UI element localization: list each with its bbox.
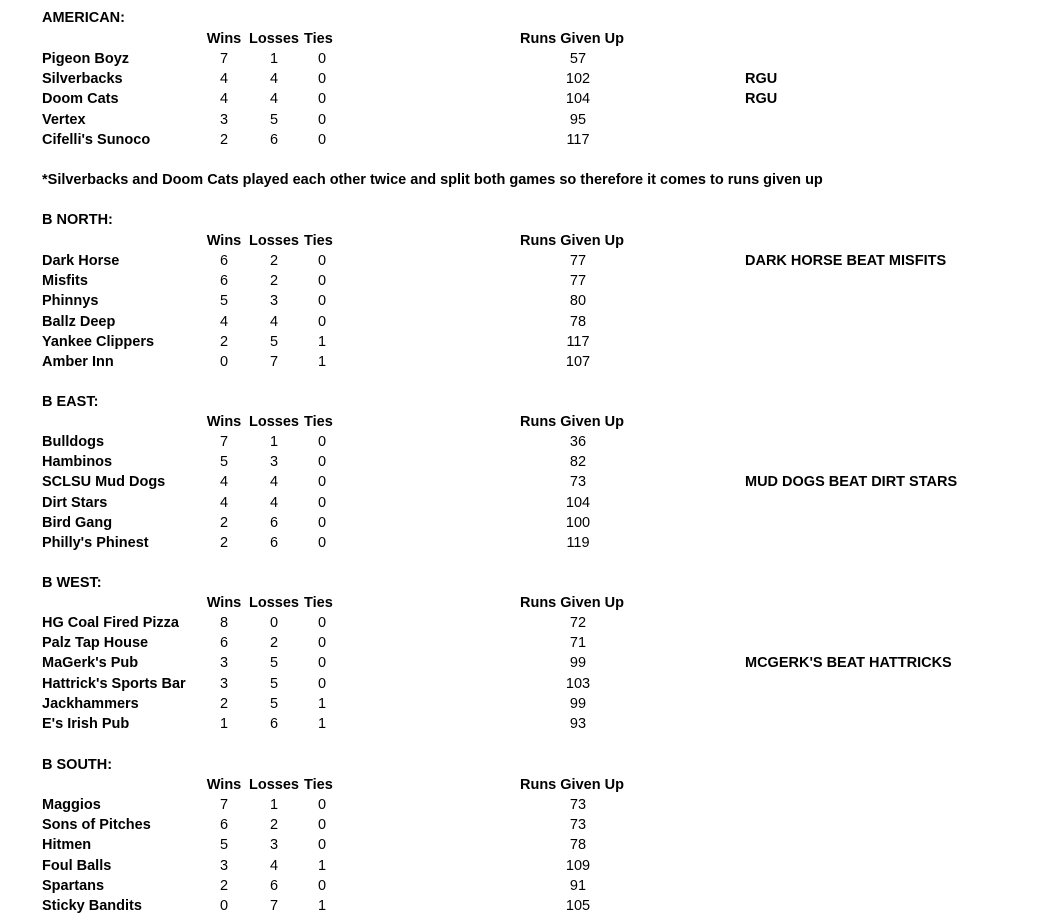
team-runs-given-up: 109 [565, 858, 591, 874]
team-wins: 1 [219, 716, 229, 732]
team-losses: 5 [269, 676, 279, 692]
team-losses: 5 [269, 696, 279, 712]
team-runs-given-up: 93 [569, 716, 587, 732]
team-runs-given-up: 80 [569, 293, 587, 309]
team-name: Dirt Stars [42, 495, 108, 511]
team-runs-given-up: 99 [569, 696, 587, 712]
team-ties: 0 [317, 112, 327, 128]
team-losses: 2 [269, 817, 279, 833]
team-ties: 0 [317, 314, 327, 330]
team-losses: 2 [269, 253, 279, 269]
team-losses: 5 [269, 334, 279, 350]
team-losses: 0 [269, 615, 279, 631]
team-runs-given-up: 73 [569, 797, 587, 813]
division-title: B WEST: [42, 575, 102, 591]
column-header-ties: Ties [304, 233, 333, 249]
team-ties: 0 [317, 293, 327, 309]
team-ties: 0 [317, 635, 327, 651]
column-header-runs-given-up: Runs Given Up [520, 31, 624, 47]
column-header-wins: Wins [206, 595, 242, 611]
team-runs-given-up: 104 [565, 495, 591, 511]
team-runs-given-up: 72 [569, 615, 587, 631]
team-runs-given-up: 57 [569, 51, 587, 67]
team-name: Amber Inn [42, 354, 114, 370]
team-name: E's Irish Pub [42, 716, 130, 732]
team-ties: 0 [317, 535, 327, 551]
column-header-runs-given-up: Runs Given Up [520, 233, 624, 249]
team-name: Foul Balls [42, 858, 112, 874]
team-wins: 4 [219, 495, 229, 511]
team-runs-given-up: 95 [569, 112, 587, 128]
team-name: Doom Cats [42, 91, 119, 107]
team-losses: 3 [269, 454, 279, 470]
team-wins: 4 [219, 314, 229, 330]
team-ties: 1 [317, 334, 327, 350]
division-title: B SOUTH: [42, 757, 113, 773]
team-losses: 6 [269, 515, 279, 531]
team-wins: 0 [219, 898, 229, 914]
footnote-text: *Silverbacks and Doom Cats played each other twice and split both games so therefore it comes to runs given up [42, 172, 823, 188]
team-wins: 6 [219, 635, 229, 651]
team-ties: 1 [317, 858, 327, 874]
tiebreak-note: RGU [745, 71, 778, 87]
team-ties: 0 [317, 454, 327, 470]
team-wins: 4 [219, 474, 229, 490]
tiebreak-note: DARK HORSE BEAT MISFITS [745, 253, 947, 269]
team-name: Silverbacks [42, 71, 123, 87]
team-name: Hitmen [42, 837, 92, 853]
team-ties: 0 [317, 495, 327, 511]
team-wins: 2 [219, 334, 229, 350]
team-runs-given-up: 71 [569, 635, 587, 651]
team-wins: 3 [219, 858, 229, 874]
team-name: Ballz Deep [42, 314, 116, 330]
team-ties: 0 [317, 655, 327, 671]
team-wins: 5 [219, 293, 229, 309]
team-runs-given-up: 36 [569, 434, 587, 450]
team-ties: 1 [317, 354, 327, 370]
team-runs-given-up: 119 [566, 535, 590, 551]
team-losses: 3 [269, 837, 279, 853]
team-ties: 0 [317, 817, 327, 833]
team-runs-given-up: 117 [566, 334, 590, 350]
team-wins: 3 [219, 676, 229, 692]
team-runs-given-up: 73 [569, 474, 587, 490]
team-name: Jackhammers [42, 696, 139, 712]
team-wins: 6 [219, 273, 229, 289]
team-ties: 0 [317, 71, 327, 87]
team-losses: 4 [269, 314, 279, 330]
team-losses: 7 [269, 354, 279, 370]
team-losses: 6 [269, 878, 279, 894]
division-title: B NORTH: [42, 212, 113, 228]
team-wins: 7 [219, 51, 229, 67]
team-name: Hambinos [42, 454, 113, 470]
team-name: HG Coal Fired Pizza [42, 615, 179, 631]
team-name: Spartans [42, 878, 105, 894]
column-header-runs-given-up: Runs Given Up [520, 595, 624, 611]
team-losses: 4 [269, 474, 279, 490]
team-wins: 6 [219, 817, 229, 833]
division-title: AMERICAN: [42, 10, 125, 26]
column-header-wins: Wins [206, 414, 242, 430]
team-runs-given-up: 117 [566, 132, 590, 148]
team-wins: 2 [219, 535, 229, 551]
column-header-losses: Losses [249, 414, 299, 430]
team-runs-given-up: 77 [569, 273, 587, 289]
team-name: Sons of Pitches [42, 817, 151, 833]
team-wins: 8 [219, 615, 229, 631]
team-losses: 5 [269, 112, 279, 128]
team-runs-given-up: 105 [565, 898, 591, 914]
team-name: Philly's Phinest [42, 535, 149, 551]
team-wins: 0 [219, 354, 229, 370]
team-wins: 4 [219, 91, 229, 107]
column-header-runs-given-up: Runs Given Up [520, 414, 624, 430]
team-losses: 1 [269, 434, 279, 450]
column-header-runs-given-up: Runs Given Up [520, 777, 624, 793]
team-wins: 3 [219, 655, 229, 671]
team-runs-given-up: 78 [569, 837, 587, 853]
team-losses: 4 [269, 858, 279, 874]
tiebreak-note: RGU [745, 91, 778, 107]
column-header-losses: Losses [249, 31, 299, 47]
team-wins: 2 [219, 696, 229, 712]
column-header-wins: Wins [206, 31, 242, 47]
team-runs-given-up: 100 [565, 515, 591, 531]
team-losses: 4 [269, 91, 279, 107]
team-runs-given-up: 73 [569, 817, 587, 833]
team-losses: 6 [269, 535, 279, 551]
team-ties: 0 [317, 51, 327, 67]
team-name: Misfits [42, 273, 88, 289]
column-header-losses: Losses [249, 233, 299, 249]
team-wins: 7 [219, 797, 229, 813]
team-name: Dark Horse [42, 253, 120, 269]
team-name: Phinnys [42, 293, 99, 309]
team-name: Yankee Clippers [42, 334, 155, 350]
team-losses: 2 [269, 635, 279, 651]
team-ties: 0 [317, 434, 327, 450]
team-losses: 3 [269, 293, 279, 309]
team-ties: 0 [317, 797, 327, 813]
team-losses: 4 [269, 495, 279, 511]
team-runs-given-up: 103 [565, 676, 591, 692]
column-header-losses: Losses [249, 595, 299, 611]
team-wins: 4 [219, 71, 229, 87]
team-losses: 1 [269, 51, 279, 67]
team-name: MaGerk's Pub [42, 655, 139, 671]
team-losses: 6 [269, 132, 279, 148]
column-header-wins: Wins [206, 777, 242, 793]
team-ties: 0 [317, 132, 327, 148]
team-losses: 1 [269, 797, 279, 813]
team-runs-given-up: 99 [569, 655, 587, 671]
column-header-ties: Ties [304, 595, 333, 611]
team-wins: 2 [219, 132, 229, 148]
team-ties: 0 [317, 878, 327, 894]
team-name: Pigeon Boyz [42, 51, 130, 67]
tiebreak-note: MUD DOGS BEAT DIRT STARS [745, 474, 958, 490]
team-runs-given-up: 77 [569, 253, 587, 269]
tiebreak-note: MCGERK'S BEAT HATTRICKS [745, 655, 952, 671]
column-header-ties: Ties [304, 414, 333, 430]
team-ties: 0 [317, 615, 327, 631]
team-wins: 7 [219, 434, 229, 450]
team-losses: 4 [269, 71, 279, 87]
team-wins: 2 [219, 515, 229, 531]
team-ties: 0 [317, 515, 327, 531]
column-header-wins: Wins [206, 233, 242, 249]
team-name: Vertex [42, 112, 86, 128]
team-name: Sticky Bandits [42, 898, 142, 914]
team-runs-given-up: 104 [565, 91, 591, 107]
team-losses: 7 [269, 898, 279, 914]
team-ties: 0 [317, 676, 327, 692]
team-ties: 1 [317, 716, 327, 732]
team-name: Maggios [42, 797, 101, 813]
team-runs-given-up: 78 [569, 314, 587, 330]
team-ties: 0 [317, 253, 327, 269]
team-name: Palz Tap House [42, 635, 149, 651]
team-ties: 0 [317, 91, 327, 107]
team-losses: 2 [269, 273, 279, 289]
team-ties: 0 [317, 273, 327, 289]
division-title: B EAST: [42, 394, 99, 410]
team-runs-given-up: 107 [565, 354, 591, 370]
column-header-losses: Losses [249, 777, 299, 793]
column-header-ties: Ties [304, 31, 333, 47]
team-name: SCLSU Mud Dogs [42, 474, 166, 490]
team-name: Bird Gang [42, 515, 113, 531]
team-wins: 6 [219, 253, 229, 269]
team-runs-given-up: 82 [569, 454, 587, 470]
column-header-ties: Ties [304, 777, 333, 793]
team-runs-given-up: 102 [565, 71, 591, 87]
team-name: Cifelli's Sunoco [42, 132, 151, 148]
team-runs-given-up: 91 [569, 878, 587, 894]
team-losses: 6 [269, 716, 279, 732]
team-wins: 5 [219, 837, 229, 853]
team-ties: 1 [317, 898, 327, 914]
team-ties: 0 [317, 837, 327, 853]
team-wins: 3 [219, 112, 229, 128]
team-ties: 0 [317, 474, 327, 490]
team-name: Bulldogs [42, 434, 105, 450]
team-ties: 1 [317, 696, 327, 712]
team-losses: 5 [269, 655, 279, 671]
team-wins: 5 [219, 454, 229, 470]
team-name: Hattrick's Sports Bar [42, 676, 186, 692]
team-wins: 2 [219, 878, 229, 894]
